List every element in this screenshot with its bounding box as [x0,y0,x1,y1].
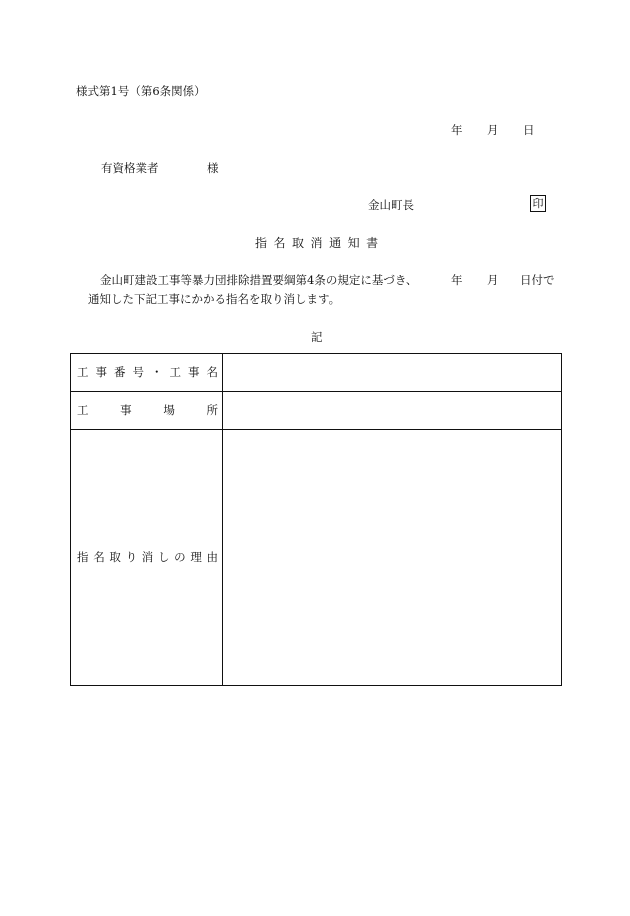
body-text-line2: 通知した下記工事にかかる指名を取り消します。 [88,292,341,306]
title-char: 名 [273,236,293,250]
seal-stamp: 印 [530,195,546,212]
details-table [70,353,562,686]
construction-location-value[interactable] [223,392,562,430]
title-char: 書 [366,236,385,250]
body-text-line1: 金山町建設工事等暴力団排除措置要綱第4条の規定に基づき、 [100,273,418,287]
table-row [71,430,562,686]
title-char: 知 [347,236,367,250]
date-day-label: 日 [523,123,535,137]
title-char: 通 [329,236,348,250]
note-heading: 記 [311,330,323,344]
cancellation-reason-value[interactable] [223,430,562,686]
sender-name: 金山町長 [368,198,414,212]
body-year-label: 年 [451,273,463,287]
title-char: 消 [310,236,330,250]
title-char: 指 [255,236,274,250]
construction-location-label: 工 事 場 所 [71,392,223,430]
date-year-label: 年 [451,123,463,137]
title-char: 取 [292,236,311,250]
construction-number-name-label: 工 事 番 号 ・ 工 事 名 [71,354,223,392]
recipient-honorific: 様 [207,161,219,175]
recipient-label: 有資格業者 [101,161,159,175]
table-row [71,354,562,392]
document-title [255,237,385,249]
body-month-label: 月 [487,273,499,287]
date-month-label: 月 [487,123,499,137]
body-day-label: 日付で [520,273,555,287]
table-row [71,392,562,430]
construction-number-name-value[interactable] [223,354,562,392]
form-number: 様式第1号（第6条関係） [76,84,206,98]
cancellation-reason-label: 指 名 取 り 消 し の 理 由 [71,430,223,686]
